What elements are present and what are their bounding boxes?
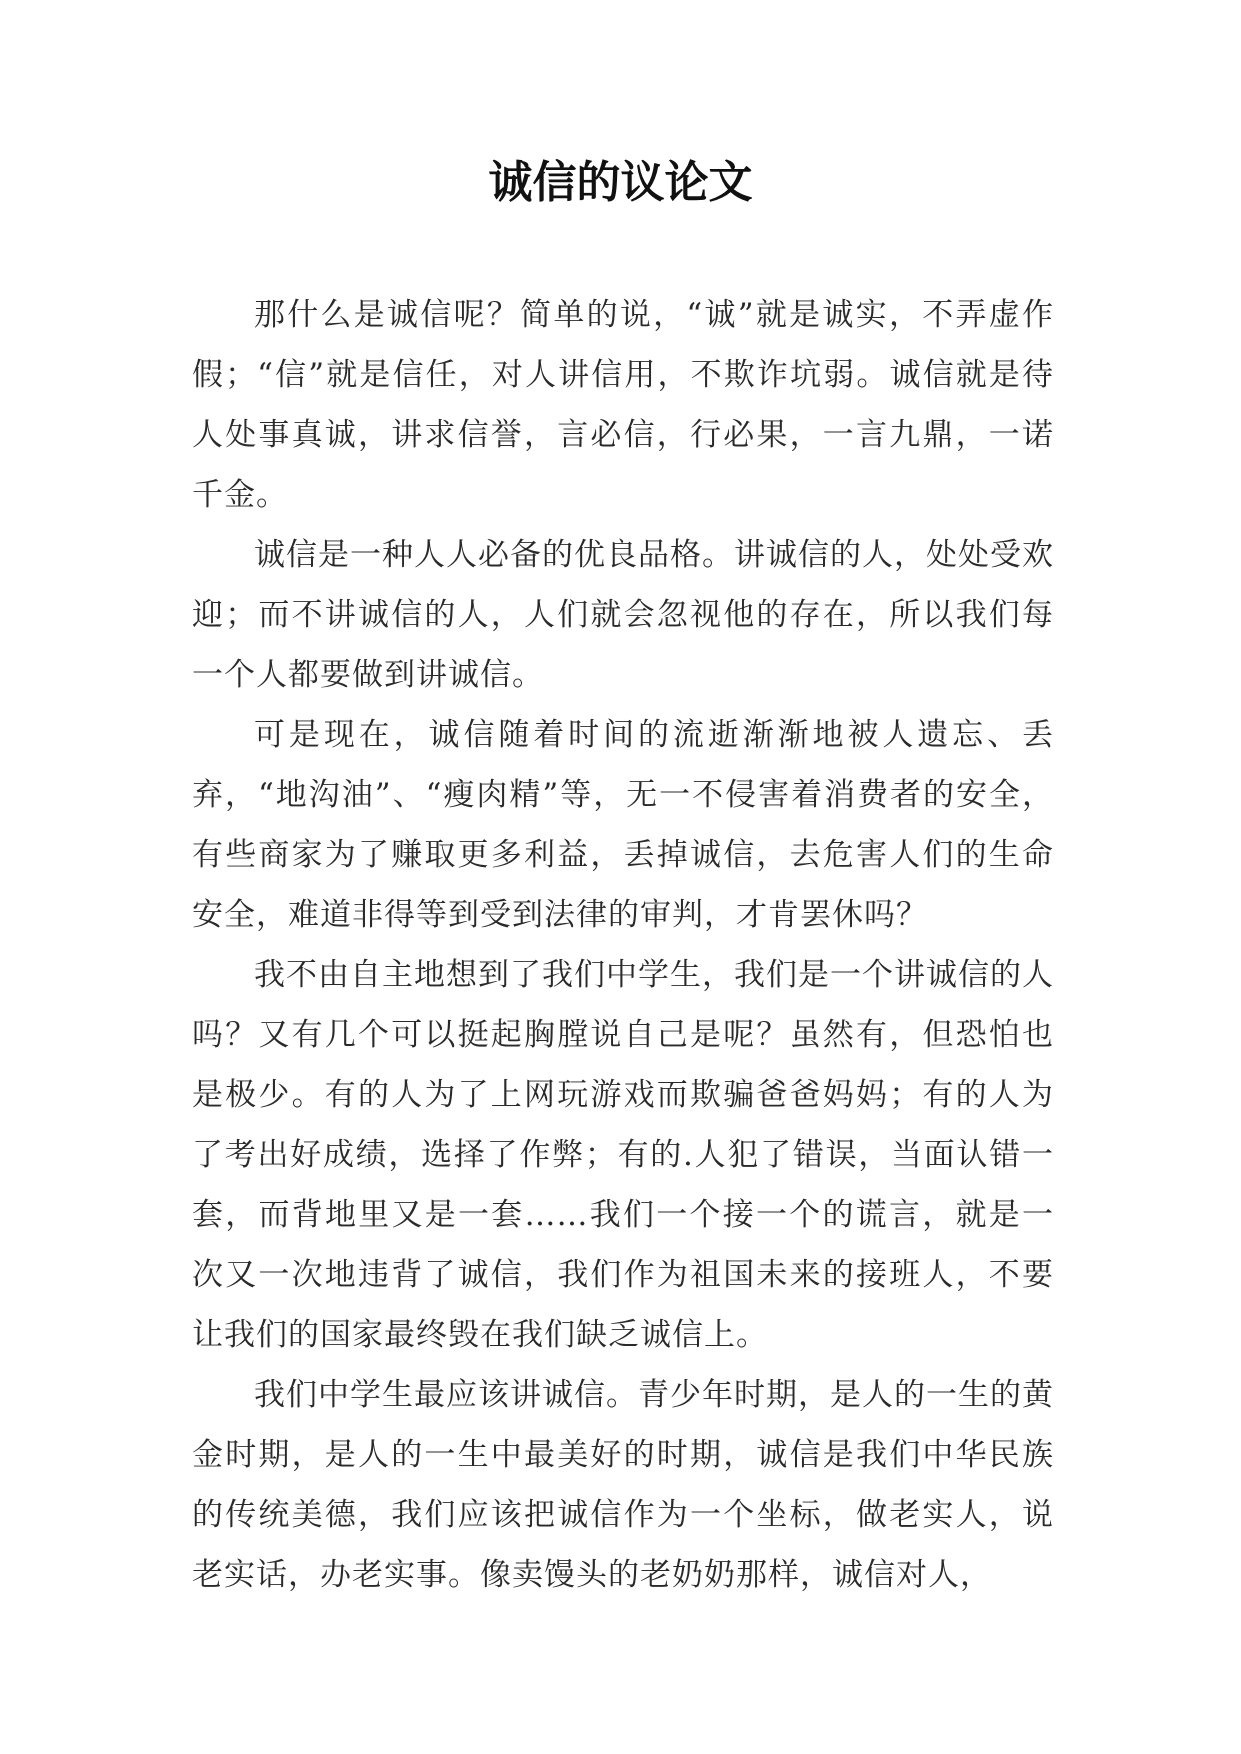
paragraph-4: 我不由自主地想到了我们中学生，我们是一个讲诚信的人吗？又有几个可以挺起胸膛说自己是呢？虽然有，但恐怕也是极少。有的人为了上网玩游戏而欺骗爸爸妈妈；有的人为了考出好成绩，选择了作弊；有的.人犯了错误，当面认错一套，而背地里又是一套……我们一个接一个的谎言，就是一次又一次地违背了诚信，我们作为祖国未来的接班人，不要让我们的国家最终毁在我们缺乏诚信上。 — [192, 957, 1054, 1353]
paragraph-2: 诚信是一种人人必备的优良品格。讲诚信的人，处处受欢迎；而不讲诚信的人，人们就会忽视他的存在，所以我们每一个人都要做到讲诚信。 — [192, 537, 1054, 693]
paragraph-3: 可是现在，诚信随着时间的流逝渐渐地被人遗忘、丢弃，“地沟油”、“瘦肉精”等，无一不侵害着消费者的安全，有些商家为了赚取更多利益，丢掉诚信，去危害人们的生命安全，难道非得等到受到法律的审判，才肯罢休吗？ — [192, 717, 1054, 933]
paragraph-5: 我们中学生最应该讲诚信。青少年时期，是人的一生的黄金时期，是人的一生中最美好的时期，诚信是我们中华民族的传统美德，我们应该把诚信作为一个坐标，做老实人，说老实话，办老实事。像卖馒头的老奶奶那样，诚信对人， — [192, 1377, 1054, 1593]
paragraph-1: 那什么是诚信呢？简单的说，“诚”就是诚实，不弄虚作假；“信”就是信任，对人讲信用，不欺诈坑弱。诚信就是待人处事真诚，讲求信誉，言必信，行必果，一言九鼎，一诺千金。 — [192, 297, 1054, 513]
page-title: 诚信的议论文 — [488, 157, 753, 208]
article-body — [192, 285, 1054, 1605]
